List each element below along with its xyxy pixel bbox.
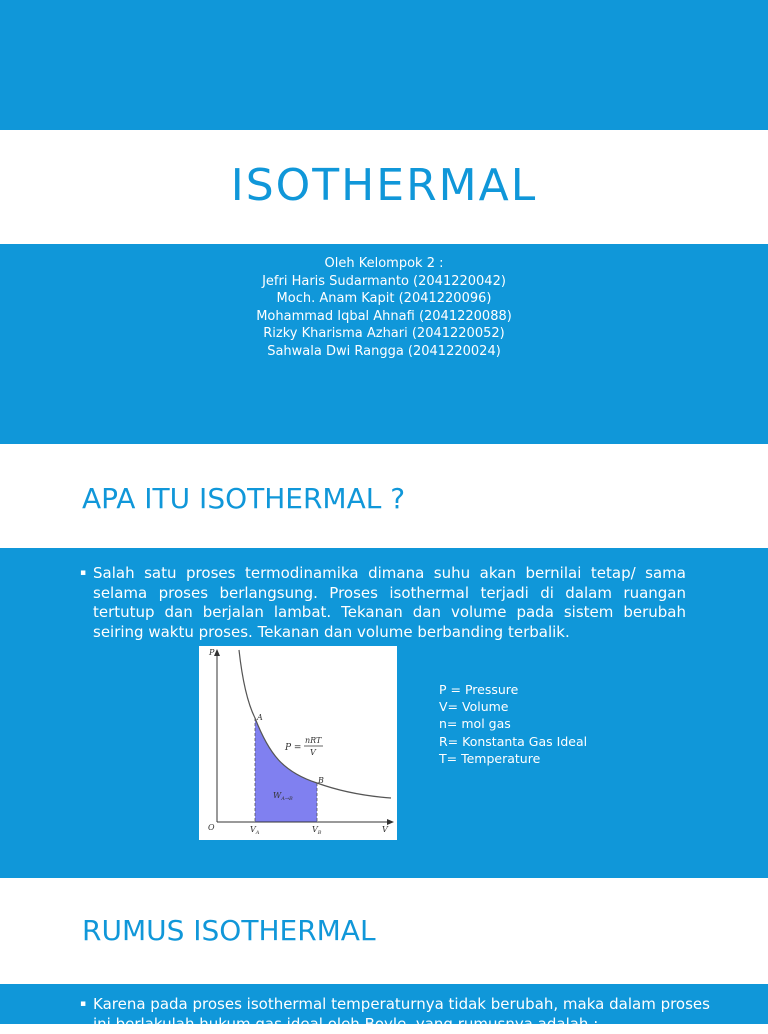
- author-item: Moch. Anam Kapit (2041220096): [0, 290, 768, 308]
- formula-lhs: P =: [284, 743, 301, 753]
- author-item: Sahwala Dwi Rangga (2041220024): [0, 343, 768, 361]
- slide3-heading: RUMUS ISOTHERMAL: [82, 914, 376, 947]
- slide2-heading: APA ITU ISOTHERMAL ?: [82, 482, 405, 515]
- bullet-icon: ▪: [80, 995, 86, 1015]
- slide3-paragraph-line2: ini berlakulah hukum gas ideal oleh Boyle, yang rumusnya adalah :: [93, 1015, 700, 1034]
- p-axis-arrow: [214, 649, 220, 656]
- author-item: Rizky Kharisma Azhari (2041220052): [0, 325, 768, 343]
- author-item: Jefri Haris Sudarmanto (2041220042): [0, 273, 768, 291]
- bullet-icon: ▪: [80, 564, 86, 584]
- isothermal-pv-graph: [199, 646, 397, 840]
- slide3-bullet-paragraph: [80, 995, 700, 1034]
- legend-item: n= mol gas: [439, 715, 587, 732]
- author-list-header: Oleh Kelompok 2 :: [0, 255, 768, 273]
- slide2-bullet-paragraph: [80, 564, 686, 642]
- axis-p-label: P: [208, 648, 215, 657]
- legend-item: V= Volume: [439, 698, 587, 715]
- slide1-top-band: [0, 0, 768, 130]
- formula-numerator: nRT: [305, 736, 322, 745]
- author-item: Mohammad Iqbal Ahnafi (2041220088): [0, 308, 768, 326]
- work-label: $W_{A\to B}$: [273, 791, 293, 802]
- slide1-title: ISOTHERMAL: [0, 160, 768, 211]
- axis-v-label: V: [382, 825, 389, 834]
- slide3-paragraph-line1: Karena pada proses isothermal temperaturnya tidak berubah, maka dalam proses: [93, 995, 700, 1015]
- formula-denominator: V: [310, 748, 317, 757]
- legend-item: R= Konstanta Gas Ideal: [439, 733, 587, 750]
- vb-label: $V_B$: [312, 825, 322, 836]
- origin-label: O: [208, 823, 215, 832]
- variable-legend: [439, 681, 587, 767]
- author-list: [0, 255, 768, 361]
- slide2-paragraph-text: Salah satu proses termodinamika dimana suhu akan bernilai tetap/ sama selama proses berlangsung. Proses isothermal terjadi di dalam ruangan tertutup dan berjalan lambat. Tekanan dan volume pada sistem berubah seiring waktu proses. Tekanan dan volume berbanding terbalik.: [93, 564, 686, 642]
- work-area: [255, 718, 317, 822]
- va-label: $V_A$: [250, 825, 260, 836]
- legend-item: T= Temperature: [439, 750, 587, 767]
- legend-item: P = Pressure: [439, 681, 587, 698]
- point-a-label: A: [256, 713, 263, 722]
- pv-graph-svg: [199, 646, 397, 840]
- v-axis-arrow: [387, 819, 394, 825]
- point-b-label: B: [317, 776, 324, 785]
